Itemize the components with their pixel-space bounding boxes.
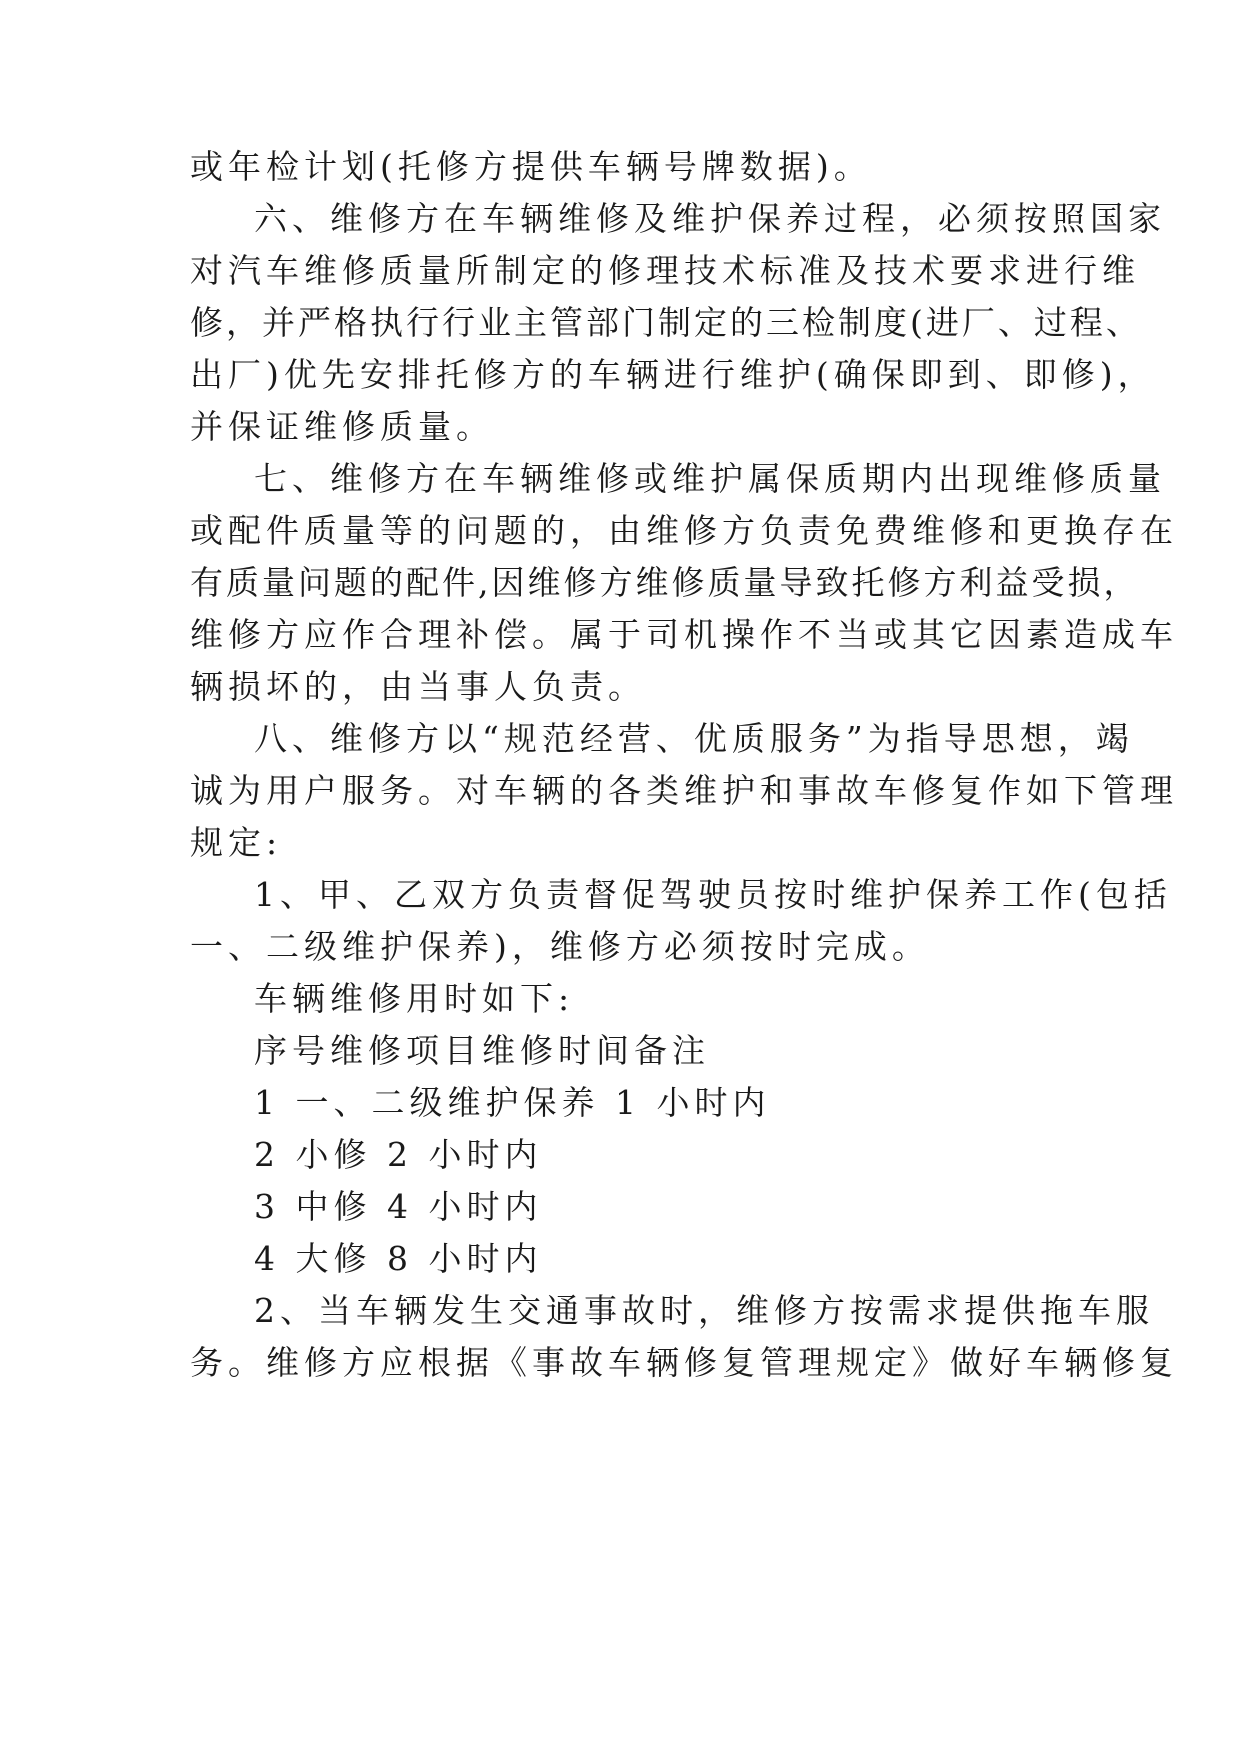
text-line: 3 中修 4 小时内: [254, 1187, 543, 1226]
text-line: 或配件质量等的问题的，由维修方负责免费维修和更换存在: [190, 511, 1178, 550]
text-line: 1、甲、乙双方负责督促驾驶员按时维护保养工作(包括: [254, 875, 1172, 914]
text-line: 对汽车维修质量所制定的修理技术标准及技术要求进行维: [190, 251, 1140, 290]
text-line: 规定:: [190, 823, 283, 862]
text-line: 修，并严格执行行业主管部门制定的三检制度(进厂、过程、: [190, 303, 1142, 342]
text-line: 诚为用户服务。对车辆的各类维护和事故车修复作如下管理: [190, 771, 1178, 810]
text-line: 序号维修项目维修时间备注: [254, 1031, 710, 1070]
text-line: 辆损坏的，由当事人负责。: [190, 667, 646, 706]
text-line: 2 小修 2 小时内: [254, 1135, 543, 1174]
text-line: 车辆维修用时如下:: [254, 979, 575, 1018]
text-line: 八、维修方以“规范经营、优质服务”为指导思想，竭: [254, 719, 1134, 758]
text-line: 出厂)优先安排托修方的车辆进行维护(确保即到、即修)，: [190, 355, 1156, 394]
text-line: 七、维修方在车辆维修或维护属保质期内出现维修质量: [254, 459, 1166, 498]
text-line: 或年检计划(托修方提供车辆号牌数据)。: [190, 147, 872, 186]
text-line: 4 大修 8 小时内: [254, 1239, 543, 1278]
text-line: 务。维修方应根据《事故车辆修复管理规定》做好车辆修复: [190, 1343, 1178, 1382]
text-line: 六、维修方在车辆维修及维护保养过程，必须按照国家: [254, 199, 1166, 238]
text-line: 维修方应作合理补偿。属于司机操作不当或其它因素造成车: [190, 615, 1178, 654]
text-line: 并保证维修质量。: [190, 407, 494, 446]
text-line: 1 一、二级维护保养 1 小时内: [254, 1083, 771, 1122]
text-line: 2、当车辆发生交通事故时，维修方按需求提供拖车服: [254, 1291, 1154, 1330]
text-line: 一、二级维护保养)，维修方必须按时完成。: [190, 927, 930, 966]
text-line: 有质量问题的配件,因维修方维修质量导致托修方利益受损，: [190, 563, 1140, 602]
